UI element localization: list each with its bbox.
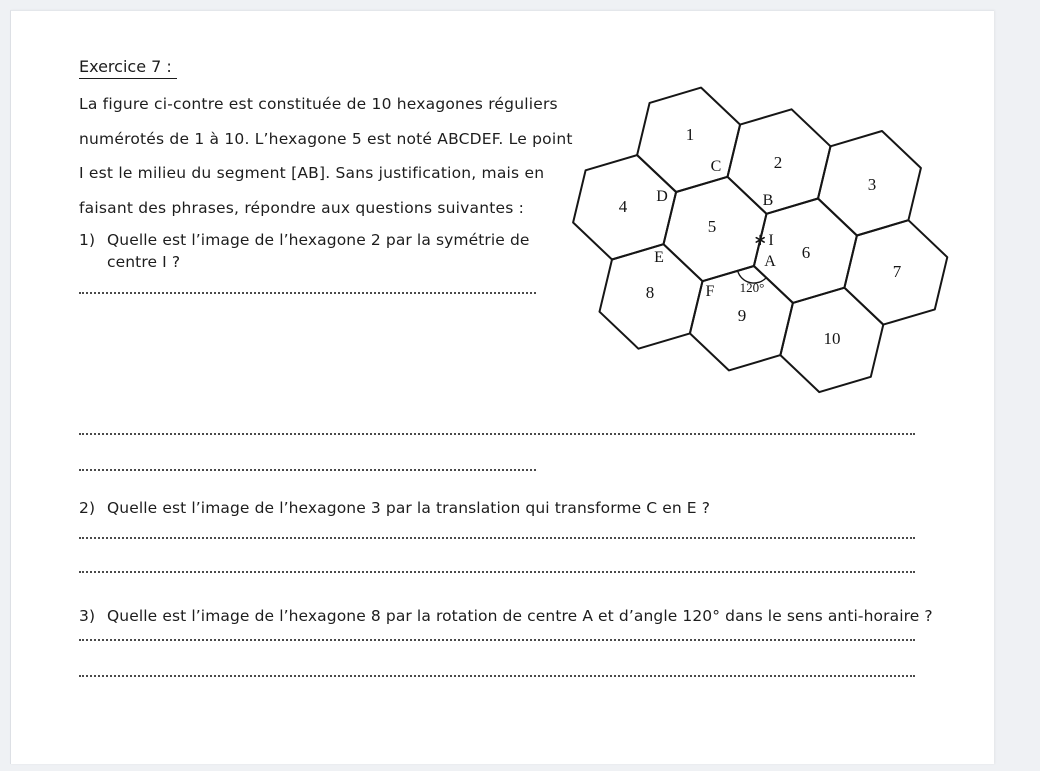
question-1-number: 1) xyxy=(79,231,96,249)
exercise-title: Exercice 7 : xyxy=(79,56,177,79)
question-3 xyxy=(79,605,933,627)
hexagon-number-7: 7 xyxy=(892,262,902,281)
hexagon-number-2: 2 xyxy=(773,153,783,172)
question-1-line-1: Quelle est l’image de l’hexagone 2 par la symétrie de xyxy=(107,231,530,249)
question-2-number: 2) xyxy=(79,499,96,517)
answer-dotted-line-7 xyxy=(79,675,915,677)
question-1 xyxy=(79,229,530,273)
question-1-line-2: centre I ? xyxy=(107,253,181,271)
vertex-label-A: A xyxy=(764,253,776,270)
paragraph-line-1: La figure ci-contre est constituée de 10 hexagones réguliers xyxy=(79,95,558,113)
answer-dotted-line-1 xyxy=(79,292,536,294)
angle-label: 120° xyxy=(739,280,765,295)
exercise-page xyxy=(10,10,994,764)
question-2 xyxy=(79,497,710,519)
hexagon-number-9: 9 xyxy=(737,306,747,325)
answer-dotted-line-6 xyxy=(79,639,915,641)
hexagon-number-1: 1 xyxy=(685,125,695,144)
answer-dotted-line-3 xyxy=(79,469,536,471)
hexagon-number-6: 6 xyxy=(801,243,811,262)
intro-paragraph xyxy=(79,87,573,225)
vertex-label-C: C xyxy=(710,158,722,175)
question-2-line-1: Quelle est l’image de l’hexagone 3 par la translation qui transforme C en E ? xyxy=(107,499,711,517)
paragraph-line-2: numérotés de 1 à 10. L’hexagone 5 est noté ABCDEF. Le point xyxy=(79,129,573,148)
paragraph-line-3: I est le milieu du segment [AB]. Sans justification, mais en xyxy=(79,164,545,182)
question-3-line-1: Quelle est l’image de l’hexagone 8 par la rotation de centre A et d’angle 120° dans le sens anti-horaire ? xyxy=(107,607,933,625)
paragraph-line-4: faisant des phrases, répondre aux questions suivantes : xyxy=(79,198,525,217)
midpoint-label-I: I xyxy=(768,232,774,249)
hexagon-number-4: 4 xyxy=(618,197,628,216)
answer-dotted-line-4 xyxy=(79,537,915,539)
hexagon-number-8: 8 xyxy=(645,283,655,302)
question-3-number: 3) xyxy=(79,607,96,625)
question-2-text xyxy=(107,497,710,519)
vertex-label-E: E xyxy=(654,249,664,266)
vertex-label-F: F xyxy=(705,283,715,300)
vertex-label-D: D xyxy=(656,188,668,205)
question-3-text xyxy=(107,605,933,627)
hexagon-number-3: 3 xyxy=(867,175,877,194)
answer-dotted-line-2 xyxy=(79,433,915,435)
hexagon-number-10: 10 xyxy=(823,329,841,348)
vertex-label-B: B xyxy=(762,192,774,209)
answer-dotted-line-5 xyxy=(79,571,915,573)
question-1-text xyxy=(107,229,530,273)
hexagon-number-5: 5 xyxy=(707,217,717,236)
